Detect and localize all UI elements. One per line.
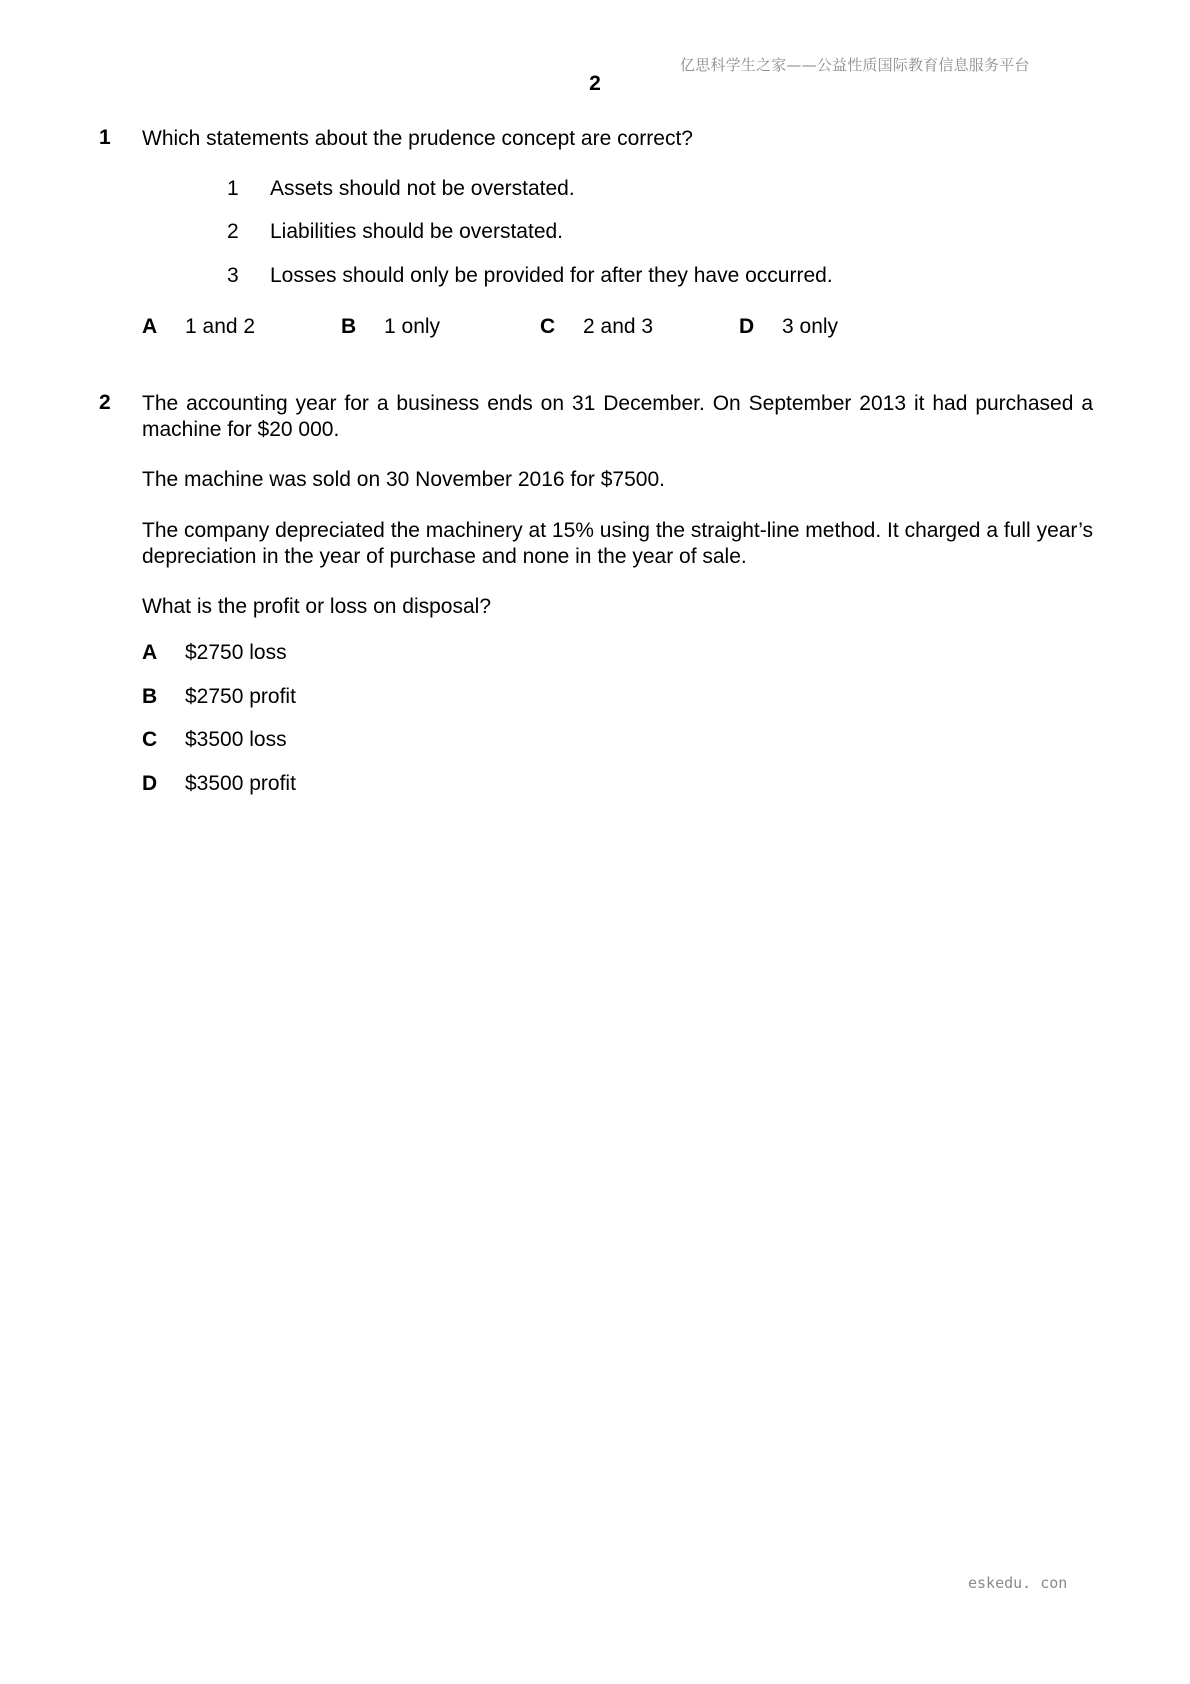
q1-option-a-letter: A — [142, 315, 158, 338]
statement-1-text: Assets should not be overstated. — [270, 177, 575, 200]
statement-3-text: Losses should only be provided for after they have occurred. — [270, 264, 833, 287]
q1-option-c-letter: C — [540, 315, 556, 338]
statement-2-text: Liabilities should be overstated. — [270, 220, 564, 243]
q1-option-d-letter: D — [739, 315, 755, 338]
question-2-paragraph-2: The machine was sold on 30 November 2016 for $7500. — [142, 468, 665, 491]
q2-option-b-text: $2750 profit — [185, 685, 296, 708]
question-1-number: 1 — [99, 126, 111, 149]
footer-watermark: eskedu. con — [968, 1574, 1068, 1592]
header-watermark: 亿思科学生之家——公益性质国际教育信息服务平台 — [680, 56, 1030, 74]
question-2-paragraph-4: What is the profit or loss on disposal? — [142, 595, 492, 618]
statement-3-number: 3 — [227, 264, 239, 287]
statement-1-number: 1 — [227, 177, 239, 200]
q1-option-d-text: 3 only — [782, 315, 839, 338]
q2-option-a-text: $2750 loss — [185, 641, 287, 664]
q2-option-c-letter: C — [142, 728, 158, 751]
q2-option-a-letter: A — [142, 641, 158, 664]
question-2-paragraph-1: The accounting year for a business ends on 31 December. On September 2013 it had purchased a machine for $20 000. — [142, 392, 1093, 441]
statement-2-number: 2 — [227, 220, 239, 243]
q1-option-b-text: 1 only — [384, 315, 441, 338]
question-2-number: 2 — [99, 391, 111, 414]
q2-option-c-text: $3500 loss — [185, 728, 287, 751]
q2-option-d-text: $3500 profit — [185, 772, 296, 795]
q1-option-c-text: 2 and 3 — [583, 315, 654, 338]
question-2-paragraph-3: The company depreciated the machinery at 15% using the straight-line method. It charged a full year’s depreciation in the year of purchase and none in the year of sale. — [142, 519, 1093, 568]
question-1-stem: Which statements about the prudence concept are correct? — [142, 127, 693, 150]
q1-option-b-letter: B — [341, 315, 357, 338]
q2-option-d-letter: D — [142, 772, 158, 795]
q2-option-b-letter: B — [142, 685, 158, 708]
q1-option-a-text: 1 and 2 — [185, 315, 256, 338]
page-number: 2 — [589, 72, 601, 95]
